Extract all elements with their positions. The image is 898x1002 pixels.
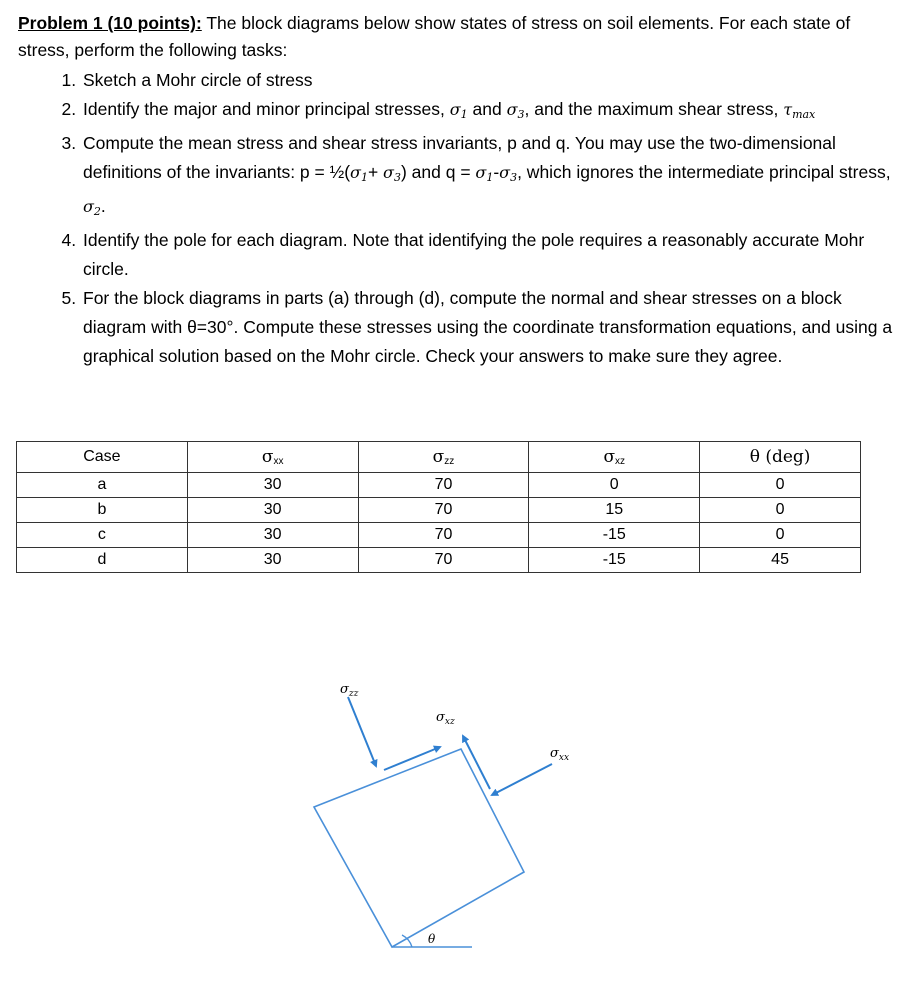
task-2-text-c: , and the maximum shear stress, [524, 99, 784, 119]
problem-intro: The block diagrams below show states of stress on soil elements. For each state of stress, perform the following tasks: [18, 13, 851, 60]
cell-case: b [17, 498, 188, 523]
task-5 [81, 284, 898, 371]
sigma-symbol: $\sigma_1$ [350, 163, 368, 184]
cell-theta: 0 [700, 473, 861, 498]
problem-title: Problem 1 (10 points): [18, 13, 202, 33]
task-1-text: Sketch a Mohr circle of stress [83, 70, 313, 90]
cell-sxz: 0 [529, 473, 700, 498]
table-row [17, 523, 861, 548]
header-sigma-xx: σxx [187, 442, 358, 473]
sigma-symbol: $\sigma_3$ [506, 100, 525, 121]
header-theta: θ (deg) [700, 442, 861, 473]
sigma-xx-label: $\sigma_{xx}$ [550, 746, 570, 763]
task-2-text-a: Identify the major and minor principal stresses, [83, 99, 450, 119]
sigma-xx-arrow [492, 764, 552, 795]
task-3-text-f: . [100, 196, 106, 216]
cell-sxx: 30 [187, 473, 358, 498]
problem-header [18, 10, 878, 64]
sigma-symbol: $\sigma_1$ [449, 100, 468, 121]
cell-szz: 70 [358, 473, 529, 498]
theta-label: θ [428, 932, 436, 946]
cell-sxz: -15 [529, 523, 700, 548]
sigma-zz-arrow [348, 697, 376, 766]
cases-table [16, 441, 861, 573]
table-row [17, 548, 861, 573]
cell-sxx: 30 [187, 523, 358, 548]
task-3-text-d: - [493, 162, 500, 182]
stress-block [314, 749, 524, 947]
cell-szz: 70 [358, 523, 529, 548]
cell-theta: 45 [700, 548, 861, 573]
cell-sxz: 15 [529, 498, 700, 523]
cell-theta: 0 [700, 523, 861, 548]
header-sigma-zz: σzz [358, 442, 529, 473]
tau-symbol: $\tau_{max}$ [783, 100, 816, 121]
table-row [17, 498, 861, 523]
cell-sxx: 30 [187, 498, 358, 523]
header-sigma-xz: σxz [529, 442, 700, 473]
cell-szz: 70 [358, 498, 529, 523]
sigma-zz-label: $\sigma_{zz}$ [340, 682, 359, 699]
task-2 [81, 95, 898, 129]
sigma-symbol: $\sigma_2$ [83, 197, 101, 218]
task-4-text: Identify the pole for each diagram. Note that identifying the pole requires a reasonably accurate Mohr circle. [83, 230, 865, 279]
task-3-text-b: + [367, 162, 384, 182]
task-3-text-c: ) and q = [400, 162, 476, 182]
task-3-text-e: , which ignores the intermediate principal stress, [517, 162, 891, 182]
stress-block-diagram [300, 675, 620, 965]
sigma-symbol: $\sigma_3$ [383, 163, 401, 184]
task-4 [81, 226, 898, 284]
task-3-text-a: Compute the mean stress and shear stress invariants, p and q. You may use the two-dimensional definitions of the invariants: p = ½( [83, 133, 836, 182]
table-header-row [17, 442, 861, 473]
header-case: Case [17, 442, 188, 473]
sigma-symbol: $\sigma_1$ [475, 163, 494, 184]
task-1 [81, 66, 898, 95]
sigma-symbol: $\sigma_3$ [499, 163, 518, 184]
sigma-xz-top-arrow [384, 747, 440, 770]
cell-case: d [17, 548, 188, 573]
sigma-xz-label: $\sigma_{xz}$ [436, 710, 455, 727]
task-2-text-b: and [467, 99, 507, 119]
table-row [17, 473, 861, 498]
task-3 [81, 129, 898, 226]
task-list [47, 66, 898, 371]
cell-case: a [17, 473, 188, 498]
cell-szz: 70 [358, 548, 529, 573]
cell-theta: 0 [700, 498, 861, 523]
cell-case: c [17, 523, 188, 548]
cell-sxz: -15 [529, 548, 700, 573]
cell-sxx: 30 [187, 548, 358, 573]
task-5-text: For the block diagrams in parts (a) through (d), compute the normal and shear stresses on a block diagram with θ=30°. Compute these stresses using the coordinate transformation equations, and using a graphical solution based on the Mohr circle. Check your answers to make sure they agree. [83, 288, 893, 366]
